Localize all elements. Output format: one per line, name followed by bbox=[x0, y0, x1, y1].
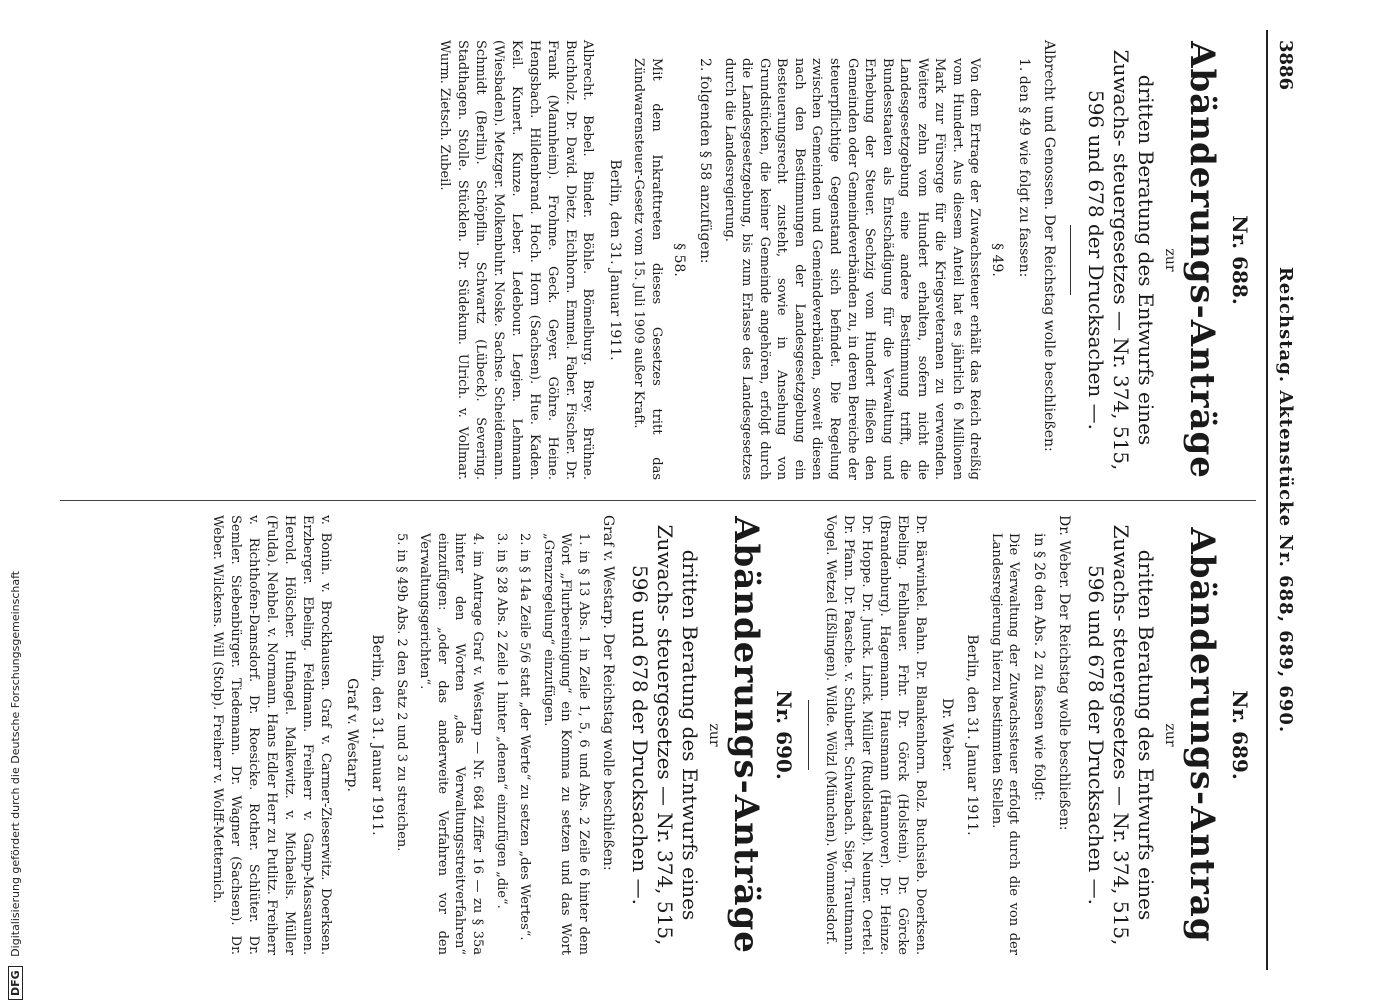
rotated-sheet bbox=[50, 30, 1300, 970]
motion-intro-689: Dr. Weber. Der Reichstag wolle beschließen: bbox=[1056, 515, 1072, 831]
signer-690: Graf v. Westarp. bbox=[343, 678, 360, 792]
supporters-690: v. Bonin. v. Brockhausen. Graf v. Carmer-Zieserwitz. Doerksen. Erzberger. Ebeling. Feldmann. Freiherr v. Gamp-Massaunen. Herold. Hölscher. Hufnagel. Malkewitz. v. Michaelis. Müller (Fulda). Nehbel. v. Normann. Hans Edler Herr zu Putlitz. Freiherr v. Richthofen-Damsdorf. Dr. Roesicke. Rother. Schlüter. Dr. Semler. Siebenbürger. Tiedemann. Dr. Wagner (Sachsen). Dr. Weber. Wilckens. Will (Stolp). Freiherr v. Wolff-Metternich. bbox=[210, 515, 333, 955]
zur-689: zur bbox=[1162, 723, 1178, 747]
dfg-logo: DFG bbox=[8, 966, 23, 1000]
motion-item-2: 2. folgenden § 58 anzufügen: bbox=[697, 58, 714, 264]
motion-item-690-3: 3. in § 28 Abs. 2 Zeile 1 hinter „denen“ einzufügen „die“. bbox=[493, 533, 509, 909]
date-688: Berlin, den 31. Januar 1911. bbox=[606, 159, 623, 361]
doc-subtitle-689: dritten Beratung des Entwurfs eines Zuwachs- steuergesetzes — Nr. 374, 515, 596 und 678 der Drucksachen —. bbox=[1084, 524, 1158, 946]
paragraph-49-sign: § 49. bbox=[989, 243, 1006, 277]
doc-title-688: Abänderungs-Anträge bbox=[1182, 41, 1222, 479]
motion-item-690-5: 5. in § 49b Abs. 2 den Satz 2 und 3 zu streichen. bbox=[393, 533, 409, 852]
paragraph-58-sign: § 58. bbox=[670, 243, 687, 277]
paragraph-49-text: Von dem Ertrage der Zuwachssteuer erhält das Reich dreißig vom Hundert. Aus diesem Anteil hat es jährlich 6 Millionen Mark zur Fürsorge für die Kriegsveteranen zu verwenden. Weitere zehn vom Hundert erhalten, sofern nicht die Landesgesetzgebung eine andere Bestimmung trifft, die Bundesstaaten als Entschädigung für die Verwaltung und Erhebung der Steuer. Sechzig vom Hundert fließen den Gemeinden oder Gemeindeverbänden zu, in deren Bereiche der steuerpflichtige Gegenstand sich befindet. Die Regelung zwischen Gemeinden und Gemeindeverbänden, soweit diesen nach den Bestimmungen der Landesgesetzgebung ein Besteuerungsrecht zusteht, sowie in Ansehung von Grundstücken, die keiner Gemeinde angehören, erfolgt durch die Landesgesetzgebung, bis zum Erlasse des Landesgesetzes durch die Landesregierung. bbox=[721, 58, 983, 480]
date-690: Berlin, den 31. Januar 1911. bbox=[369, 634, 386, 836]
date-689: Berlin, den 31. Januar 1911. bbox=[964, 634, 981, 836]
zur-688: zur bbox=[1162, 248, 1178, 272]
doc-number-690: Nr. 690. bbox=[772, 690, 797, 780]
header-rule bbox=[1266, 30, 1268, 970]
doc-subtitle-688: dritten Beratung des Entwurfs eines Zuwachs- steuergesetzes — Nr. 374, 515, 596 und 678 der Drucksachen —. bbox=[1084, 49, 1158, 471]
paragraph-58-text: Mit dem Inkrafttreten dieses Gesetzes tritt das Zündwarensteuer-Gesetz vom 15. Juli 1909 außer Kraft. bbox=[631, 58, 664, 480]
motion-item-1: 1. den § 49 wie folgt zu fassen: bbox=[1015, 58, 1032, 278]
divider-rule bbox=[1070, 225, 1071, 295]
left-column bbox=[60, 40, 1256, 480]
running-header bbox=[1272, 30, 1300, 970]
motion-intro-690: Graf v. Westarp. Der Reichstag wolle beschließen: bbox=[600, 515, 617, 871]
doc-title-690: Abänderungs-Anträge bbox=[726, 516, 767, 954]
doc-number-688: Nr. 688. bbox=[1228, 215, 1252, 305]
zur-690: zur bbox=[706, 723, 723, 747]
quote-689: Die Verwaltung der Zuwachssteuer erfolgt durch die von der Landesregierung hierzu bestimmten Stellen. bbox=[988, 533, 1022, 955]
right-column bbox=[60, 515, 1256, 955]
doc-subtitle-690: dritten Beratung des Entwurfs eines Zuwachs- steuergesetzes — Nr. 374, 515, 596 und 678 der Drucksachen —. bbox=[628, 524, 703, 946]
digitization-credit bbox=[8, 0, 28, 1000]
page-number: 3886 bbox=[1275, 40, 1296, 91]
motion-item-690-1: 1. in § 13 Abs. 1 in Zeile 1, 5, 6 und Abs. 2 Zeile 6 hinter dem Wort „Flurbereinigung“ ein Komma zu setzen und das Wort „Grenzregelung“ einzufügen. bbox=[540, 533, 591, 955]
scanned-page bbox=[50, 30, 1300, 970]
doc-title-689: Abänderungs-Antrag bbox=[1182, 527, 1222, 943]
column-divider bbox=[60, 500, 1256, 501]
divider-rule-2 bbox=[808, 700, 809, 770]
supporters-689: Dr. Bärwinkel. Bahn. Dr. Blankenhorn. Bolz. Buchsieb. Doerksen. Ebeling. Fehlhauer. Frhr. Dr. Görck (Holstein). Dr. Görcke (Brandenburg). Hagemann. Hausmann (Hannover). Dr. Heinze. Dr. Hoppe. Dr. Junck. Linck. Müller (Rudolstadt). Neuner. Oertel. Dr. Pfann. Dr. Paasche. v. Schubert. Schwabach. Sieg. Trautmann. Vogel. Wetzel (Eßlingen). Wilde. Wölzl (München). Wommelsdorf. bbox=[822, 515, 928, 955]
running-title: Reichstag. Aktenstücke Nr. 688, 689, 690. bbox=[1275, 266, 1296, 734]
motion-item-690-4: 4. im Antrage Graf v. Westarp — Nr. 684 Ziffer 16 — zu § 35a hinter den Worten „das Verwaltungsstreitverfahren“ einzufügen: „oder das anderweite Verfahren vor den Verwaltungsgerichten“. bbox=[417, 533, 485, 955]
motion-item-690-2: 2. in § 14a Zeile 5/6 statt „der Werte“ zu setzen „des Wertes“. bbox=[517, 533, 533, 941]
credit-text: Digitalisierung gefördert durch die Deutsche Forschungsgemeinschaft bbox=[9, 570, 22, 957]
doc-number-689: Nr. 689. bbox=[1228, 690, 1252, 780]
signatories-688: Albrecht. Bebel. Binder. Böhle. Bömelburg. Brey. Brühne. Buchholz. Dr. David. Dietz. Eichhorn. Emmel. Faber. Fischer. Dr. Frank (Mannheim). Frohme. Geck. Geyer. Göhre. Heine. Hengsbach. Hildenbrand. Hoch. Horn (Sachsen). Hue. Kaden. Keil. Kunert. Kunze. Leber. Ledebour. Legien. Lehmann (Wiesbaden). Metzger. Molkenbuhr. Noske. Sachse. Scheidemann. Schmidt (Berlin). Schöpflin. Schwartz (Lübeck). Severing. Stadthagen. Stolle. Stücklen. Dr. Südekum. Ulrich. v. Vollmar. Wurm. Zietsch. Zubeil. bbox=[436, 40, 596, 480]
motion-item-689: in § 26 den Abs. 2 zu fassen wie folgt: bbox=[1030, 533, 1047, 801]
motion-intro-688: Albrecht und Genossen. Der Reichstag wolle beschließen: bbox=[1041, 40, 1057, 452]
signer-689: Dr. Weber. bbox=[938, 698, 955, 772]
